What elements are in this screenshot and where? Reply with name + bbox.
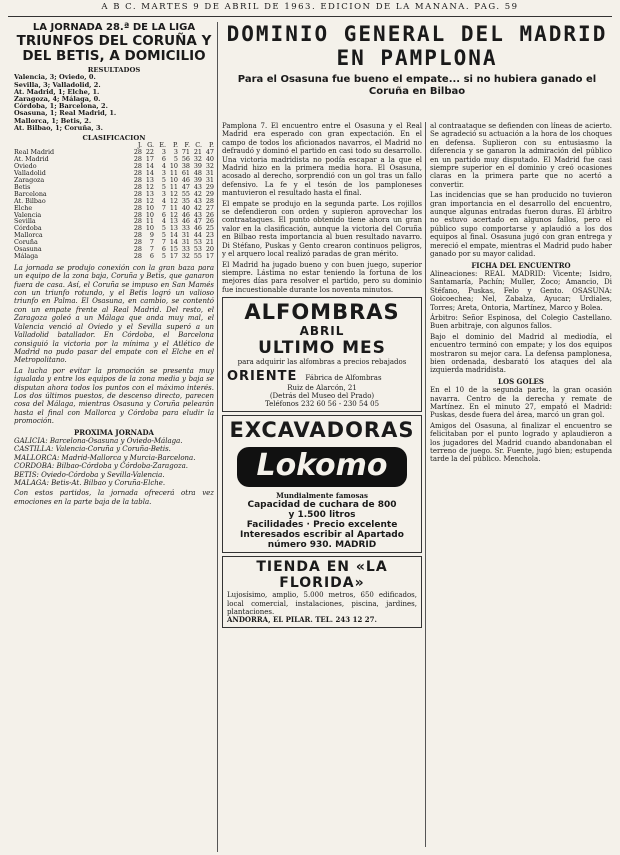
- table-cell: 61: [181, 169, 190, 178]
- table-row: [14, 253, 214, 260]
- ad-text: para adquirir las alfombras a precios rebajados: [237, 358, 407, 367]
- table-cell: 28: [133, 189, 142, 198]
- team-name: Córdoba: [14, 224, 42, 233]
- team-name: Málaga: [14, 251, 39, 260]
- table-cell: 28: [133, 203, 142, 212]
- article-body: En el 10 de la segunda parte, la gran ocasión navarra. Centro de la derecha y remate de Martínez. En el minuto 27, empató el Madrid: Puskas, desde fuera del área, marcó un gran gol.: [430, 386, 612, 420]
- table-column-header: F.: [184, 141, 190, 150]
- table-cell: 5: [161, 231, 166, 240]
- main-article-column: [222, 122, 422, 847]
- table-cell: 28: [133, 238, 142, 247]
- next-round-list: [14, 437, 214, 487]
- fixture-line: MALAGA: Betis-At. Bilbao y Coruña-Elche.: [14, 479, 166, 487]
- table-cell: 13: [145, 189, 154, 198]
- next-round-heading: PROXIMA JORNADA: [74, 427, 154, 437]
- article-body: El Madrid ha jugado bueno y con buen juego, superior siempre. Lástima no estar teniendo la fortuna de los mejores días para resolver el partido, pero su dominio fue incuestionable durante los noventa minutos.: [222, 260, 422, 294]
- table-cell: 15: [169, 245, 178, 254]
- table-cell: 28: [133, 231, 142, 240]
- ad-text: Facilidades · Precio excelente: [246, 520, 398, 531]
- table-cell: 12: [145, 196, 154, 205]
- table-cell: 31: [181, 231, 190, 240]
- table-cell: 11: [169, 169, 178, 178]
- table-cell: 6: [161, 155, 166, 164]
- article-body: al contraataque se defienden con líneas de acierto. Se agradeció su actuación a la hora de los choques en defensa. Suplieron con su entusiasmo la diferencia y se ganaron la admiración del público en un partido muy disputado. El Madrid fue casi siempre superior en el dominio y creó ocasiones claras en la primera parte que no acertó a convertir.: [430, 122, 612, 189]
- team-name: Zaragoza: [14, 175, 45, 184]
- table-cell: 26: [205, 217, 214, 226]
- table-cell: 13: [169, 224, 178, 233]
- table-cell: 12: [145, 182, 154, 191]
- ad-subheadline: ABRIL: [299, 324, 345, 339]
- table-cell: 28: [133, 182, 142, 191]
- section-heading: LOS GOLES: [498, 376, 544, 386]
- table-cell: 14: [169, 231, 178, 240]
- table-cell: 23: [205, 231, 214, 240]
- table-column-header: P.: [172, 141, 178, 150]
- table-cell: 21: [205, 238, 214, 247]
- table-cell: 28: [133, 175, 142, 184]
- table-cell: 28: [133, 169, 142, 178]
- table-cell: 5: [161, 175, 166, 184]
- table-cell: 40: [181, 203, 190, 212]
- table-cell: 42: [193, 203, 202, 212]
- table-cell: 55: [193, 251, 202, 260]
- team-name: Elche: [14, 203, 33, 212]
- table-column-header: G.: [147, 141, 154, 150]
- table-cell: 25: [205, 224, 214, 233]
- table-cell: 7: [149, 238, 154, 247]
- ad-alfombras: [222, 297, 422, 412]
- table-cell: 28: [133, 148, 142, 157]
- fixture-line: CORDOBA: Bilbao-Córdoba y Córdoba-Zaragoza.: [14, 462, 188, 471]
- table-cell: 47: [181, 182, 190, 191]
- result-line: Sevilla, 3; Valladolid, 2.: [14, 80, 101, 89]
- table-cell: 28: [133, 251, 142, 260]
- table-cell: 39: [193, 175, 202, 184]
- table-cell: 12: [169, 210, 178, 219]
- league-table: [14, 142, 214, 259]
- ad-text: número 930. MADRID: [267, 540, 377, 551]
- result-line: Valencia, 3; Oviedo, 0.: [14, 73, 96, 82]
- result-line: Córdoba, 1; Barcelona, 2.: [14, 102, 108, 111]
- fixture-line: GALICIA: Barcelona-Osasuna y Oviedo-Málaga.: [14, 436, 183, 445]
- table-cell: 35: [181, 196, 190, 205]
- table-cell: 17: [205, 251, 214, 260]
- article-body: Pamplona 7. El encuentro entre el Osasuna y el Real Madrid era esperado con gran expectación. En el campo de todos los aficionados navarros, el Madrid no defraudó y dominó el partido en casi todo su desarrollo. Una victoria madridista no podía escapar a la que el Madrid hizo en la primera media hora. El Osasuna, acosado al derecho, sorprendió con un gol tras un fallo defensivo. La fe y el tesón de los pamploneses mantuvieron el resultado hasta el final.: [222, 122, 422, 198]
- section-heading: FICHA DEL ENCUENTRO: [471, 260, 571, 270]
- team-name: Real Madrid: [14, 148, 55, 157]
- column-rule: [425, 122, 426, 847]
- table-cell: 28: [205, 196, 214, 205]
- table-cell: 5: [173, 155, 178, 164]
- lokomo-logo: Lokomo: [237, 447, 407, 487]
- main-subheadline: Para el Osasuna fue bueno el empate... si no hubiera ganado el Coruña en Bilbao: [237, 74, 597, 97]
- table-cell: 28: [133, 217, 142, 226]
- table-cell: 7: [161, 238, 166, 247]
- team-name: Mallorca: [14, 231, 43, 240]
- table-cell: 44: [193, 231, 202, 240]
- league-headline: TRIUNFOS DEL CORUÑA Y DEL BETIS, A DOMICILIO: [16, 33, 212, 64]
- article-body: Bajo el dominio del Madrid al mediodía, el encuentro terminó con empate; y los dos equipos mostraron su mejor cara. La defensa pamplonesa, bien ordenada, desbarató los ataques del ala izquierda madridista.: [430, 332, 612, 375]
- ad-headline: TIENDA EN «LA FLORIDA»: [256, 559, 388, 592]
- table-cell: 47: [193, 217, 202, 226]
- table-cell: 42: [193, 189, 202, 198]
- table-cell: 28: [133, 224, 142, 233]
- ad-address: (Detrás del Museo del Prado): [269, 391, 375, 400]
- table-column-header: E.: [159, 141, 166, 150]
- table-cell: 46: [181, 175, 190, 184]
- ad-brand: ORIENTE: [227, 368, 298, 384]
- table-cell: 28: [133, 196, 142, 205]
- table-cell: 43: [193, 196, 202, 205]
- table-cell: 40: [205, 155, 214, 164]
- table-cell: 11: [169, 203, 178, 212]
- table-cell: 11: [145, 217, 154, 226]
- results-heading: RESULTADOS: [87, 66, 141, 74]
- table-cell: 13: [145, 175, 154, 184]
- table-cell: 28: [133, 162, 142, 171]
- fixture-line: MALLORCA: Madrid-Mallorca y Murcia-Barcelona.: [14, 453, 196, 462]
- table-cell: 6: [161, 210, 166, 219]
- ad-text: y 1.500 litros: [288, 510, 356, 521]
- table-cell: 53: [193, 238, 202, 247]
- article-body: La jornada se produjo conexión con la gran baza para un equipo de la zona baja, Coruña y Betis, que ganaron fuera de casa. Así, el Coruña se impuso en San Mamés con un triunfo rotundo, y el Betis logró un valioso triunfo en Palma. El Osasuna, en cambio, se contentó con un empate frente al Real Madrid. Del resto, el Zaragoza goleó a un Málaga que anda muy mal, el Valencia venció al Oviedo y el Sevilla superó a un Valladolid batallador. En Córdoba, el Barcelona consiguió la victoria por la mínima y el Atlético de Madrid no pudo pasar del empate con el Elche en el Metropolitano.: [14, 263, 214, 365]
- ad-headline: ALFOMBRAS: [244, 300, 400, 325]
- table-cell: 33: [181, 245, 190, 254]
- article-continuation-column: [430, 122, 612, 847]
- table-cell: 14: [169, 238, 178, 247]
- table-cell: 3: [161, 148, 166, 157]
- table-cell: 43: [193, 182, 202, 191]
- table-cell: 48: [193, 169, 202, 178]
- team-name: Valladolid: [14, 169, 46, 178]
- result-line: At. Bilbao, 1; Coruña, 3.: [14, 123, 103, 132]
- ad-text: Capacidad de cuchara de 800: [247, 500, 397, 511]
- table-column-header: P.: [208, 141, 214, 150]
- result-line: Mallorca, 1; Betis, 2.: [14, 116, 92, 125]
- ad-text: Mundialmente famosas: [276, 490, 368, 500]
- table-heading: CLASIFICACION: [82, 134, 146, 143]
- table-cell: 32: [205, 162, 214, 171]
- table-cell: 13: [169, 217, 178, 226]
- team-name: Valencia: [14, 210, 42, 219]
- main-article-head: [222, 22, 612, 98]
- table-cell: 31: [205, 169, 214, 178]
- page-header: A B C. MARTES 9 DE ABRIL DE 1963. EDICION DE LA MAÑANA. PAG. 59: [8, 2, 612, 17]
- article-body: Las incidencias que se han producido no tuvieron gran importancia en el desarrollo del encuentro, aunque algunas entradas fueron duras. El árbitro no estuvo acertado en algunos fallos, pero el público supo comportarse y aplaudió a los dos equipos al final. Osasuna jugó con gran entrega y mereció el empate, mientras el Madrid pudo haber ganado por su mayor calidad.: [430, 191, 612, 259]
- main-headline: DOMINIO GENERAL DEL MADRID: [226, 22, 608, 46]
- table-cell: 10: [145, 224, 154, 233]
- article-body: Alineaciones: REAL MADRID: Vicente; Isidro, Santamaría, Pachín; Muller, Zoco; Amancio, Di Stéfano, Puskas, Felo y Gento. OSASUNA: Goicoechea; Nel, Zabalza, Ayucar; Urdiales, Torres; Areta, Ontoria, Martínez, Marco y Bolea.: [430, 269, 612, 312]
- table-cell: 55: [181, 189, 190, 198]
- table-cell: 46: [181, 217, 190, 226]
- table-cell: 10: [145, 203, 154, 212]
- result-line: Osasuna, 1; Real Madrid, 1.: [14, 109, 117, 118]
- table-cell: 29: [205, 189, 214, 198]
- article-body: Árbitro: Señor Espinosa, del Colegio Castellano. Buen arbitraje, con algunos fallos.: [430, 313, 612, 331]
- table-cell: 20: [205, 245, 214, 254]
- table-cell: 33: [181, 224, 190, 233]
- team-name: Barcelona: [14, 189, 47, 198]
- table-cell: 5: [161, 182, 166, 191]
- table-cell: 38: [181, 162, 190, 171]
- ad-excavadoras: [222, 415, 422, 553]
- team-name: At. Bilbao: [14, 196, 46, 205]
- table-cell: 9: [149, 231, 154, 240]
- ad-address: Ruiz de Alarcón, 21: [287, 383, 357, 392]
- table-cell: 31: [181, 238, 190, 247]
- team-name: At. Madrid: [14, 155, 49, 164]
- table-cell: 28: [133, 210, 142, 219]
- table-cell: 3: [161, 189, 166, 198]
- table-column-header: J.: [137, 141, 142, 150]
- fixture-line: CASTILLA: Valencia-Coruña y Coruña-Betis.: [14, 445, 171, 454]
- table-cell: 10: [145, 210, 154, 219]
- table-cell: 14: [145, 169, 154, 178]
- ad-phone: ANDORRA, EL PILAR. TEL. 243 12 27.: [227, 615, 377, 625]
- table-cell: 28: [133, 155, 142, 164]
- table-cell: 6: [161, 245, 166, 254]
- table-cell: 71: [181, 148, 190, 157]
- table-cell: 21: [193, 148, 202, 157]
- ad-phone: Teléfonos 232 60 56 - 230 54 05: [264, 400, 380, 409]
- ad-text: Interesados escribir al Apartado: [240, 530, 404, 541]
- table-cell: 17: [169, 251, 178, 260]
- column-rule: [217, 22, 218, 852]
- table-cell: 7: [161, 203, 166, 212]
- ad-text: Lujosísimo, amplio, 5.000 metros, 650 edificados, local comercial, instalaciones, piscina, jardines, plantaciones.: [227, 591, 417, 616]
- ad-text: Fábrica de Alfombras: [305, 373, 382, 382]
- team-name: Coruña: [14, 238, 38, 247]
- table-column-header: C.: [195, 141, 202, 150]
- fixture-line: BETIS: Oviedo-Córdoba y Sevilla-Valencia.: [14, 470, 165, 479]
- table-cell: 47: [205, 148, 214, 157]
- article-body: Con estos partidos, la jornada ofrecerá otra vez emociones en la parte baja de la tabla.: [14, 489, 214, 506]
- team-name: Oviedo: [14, 162, 37, 171]
- table-cell: 56: [181, 155, 190, 164]
- table-cell: 43: [193, 210, 202, 219]
- table-cell: 39: [193, 162, 202, 171]
- table-cell: 17: [145, 155, 154, 164]
- league-column: [14, 22, 214, 850]
- results-list: [14, 74, 214, 132]
- team-name: Osasuna: [14, 245, 42, 254]
- table-cell: 4: [161, 162, 166, 171]
- table-cell: 46: [193, 224, 202, 233]
- table-cell: 14: [145, 162, 154, 171]
- ad-la-florida: [222, 556, 422, 628]
- team-name: Sevilla: [14, 217, 36, 226]
- table-cell: 32: [193, 155, 202, 164]
- main-headline-2: EN PAMPLONA: [336, 46, 498, 70]
- table-cell: 5: [161, 224, 166, 233]
- table-cell: 3: [161, 169, 166, 178]
- table-cell: 32: [181, 251, 190, 260]
- table-cell: 31: [205, 175, 214, 184]
- result-line: Zaragoza, 4; Málaga, 0.: [14, 95, 101, 104]
- team-name: Betis: [14, 182, 31, 191]
- table-cell: 22: [145, 148, 154, 157]
- article-body: El empate se produjo en la segunda parte. Los rojillos se defendieron con orden y supieron aprovechar los contraataques. El punto obtenido tiene ahora un gran valor en la clasificación, aunque la victoria del Coruña en Bilbao resta importancia al buen resultado navarro. Di Stéfano, Puskas y Gento crearon continuos peligros, y el arquero local realizó paradas de gran mérito.: [222, 199, 422, 259]
- ad-subheadline: ULTIMO MES: [258, 338, 386, 359]
- ad-headline: EXCAVADORAS: [229, 417, 415, 442]
- table-cell: 29: [205, 182, 214, 191]
- table-cell: 12: [169, 189, 178, 198]
- table-cell: 3: [173, 148, 178, 157]
- table-cell: 10: [169, 175, 178, 184]
- table-cell: 46: [181, 210, 190, 219]
- result-line: At. Madrid, 1; Elche, 1.: [14, 87, 100, 96]
- table-cell: 28: [133, 245, 142, 254]
- table-cell: 12: [169, 196, 178, 205]
- table-cell: 4: [161, 196, 166, 205]
- table-cell: 4: [161, 217, 166, 226]
- article-body: La lucha por evitar la promoción se presenta muy igualada y entre los equipos de la zona media y baja se disputan ahora todos los puntos con el máximo interés. Los dos últimos puestos, de descenso directo, parecen cosa del Málaga, mientras Osasuna y Coruña pelearán hasta el final con Mallorca y Córdoba para eludir la promoción.: [14, 366, 214, 426]
- table-cell: 7: [149, 245, 154, 254]
- table-cell: 5: [161, 251, 166, 260]
- table-cell: 26: [205, 210, 214, 219]
- table-cell: 53: [193, 245, 202, 254]
- league-kicker: LA JORNADA 28.ª DE LA LIGA: [32, 22, 196, 33]
- table-cell: 10: [169, 162, 178, 171]
- article-body: Amigos del Osasuna, al finalizar el encuentro se felicitaban por el punto logrado y aplaudieron a los jugadores del Madrid cuando abandonaban el terreno de juego. Sr. Fuente, jugó bien; estupenda tarde la del público. Menchola.: [430, 421, 612, 464]
- table-cell: 6: [149, 251, 154, 260]
- table-cell: 27: [205, 203, 214, 212]
- table-cell: 11: [169, 182, 178, 191]
